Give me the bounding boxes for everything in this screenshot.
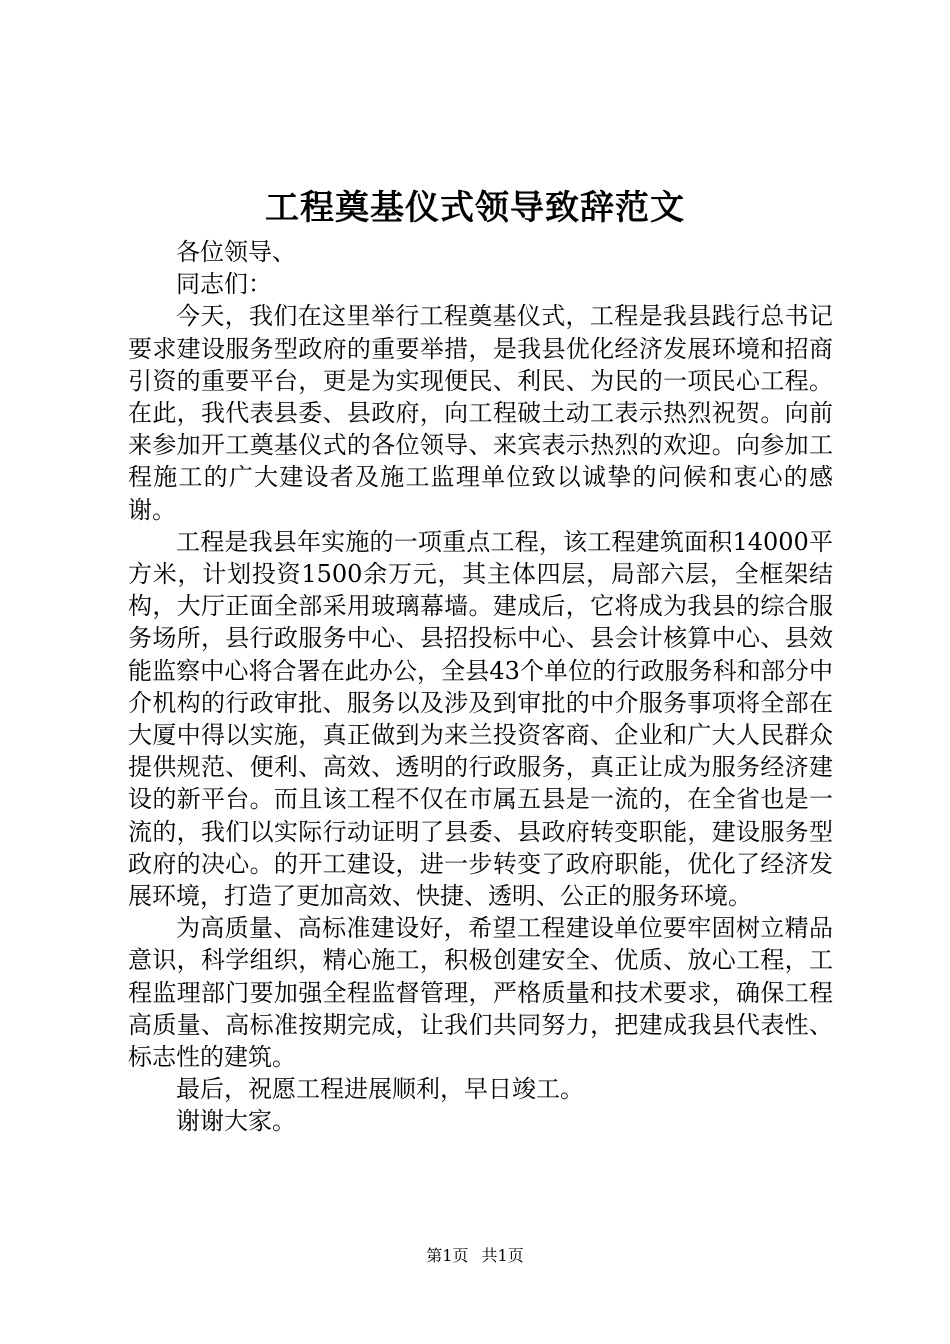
page-number-total: 共1页 <box>481 1246 524 1265</box>
document-title: 工程奠基仪式领导致辞范文 <box>265 188 685 228</box>
salutation-leaders: 各位领导、 <box>176 238 296 266</box>
paragraph-wishes: 最后，祝愿工程进展顺利，早日竣工。 <box>176 1075 584 1104</box>
paragraph-project-details: 工程是我县年实施的一项重点工程，该工程建筑面积14000平方米，计划投资1500余万元，其主体四层，局部六层，全框架结构，大厅正面全部采用玻璃幕墙。建成后，它将成为我县的综合服务场所，县行政服务中心、县招投标中心、县会计核算中心、县效能监察中心将合署在此办公，全县43个单位的行政服务科和部分中介机构的行政审批、服务以及涉及到审批的中介服务事项将全部在大厦中得以实施，真正做到为来兰投资客商、企业和广大人民群众提供规范、便利、高效、透明的行政服务，真正让成为服务经济建设的新平台。而且该工程不仅在市属五县是一流的，在全省也是一流的，我们以实际行动证明了县委、县政府转变职能，建设服务型政府的决心。的开工建设，进一步转变了政府职能，优化了经济发展环境，打造了更加高效、快捷、透明、公正的服务环境。 <box>128 527 833 911</box>
page-number-current: 第1页 <box>426 1246 469 1265</box>
salutation-comrades: 同志们： <box>176 270 272 299</box>
paragraph-expectations: 为高质量、高标准建设好，希望工程建设单位要牢固树立精品意识，科学组织，精心施工，积极创建安全、优质、放心工程，工程监理部门要加强全程监督管理，严格质量和技术要求，确保工程高质量、高标准按期完成，让我们共同努力，把建成我县代表性、标志性的建筑。 <box>128 914 833 1072</box>
document-body <box>128 236 833 1138</box>
paragraph-thanks: 谢谢大家。 <box>176 1107 296 1136</box>
paragraph-opening: 今天，我们在这里举行工程奠基仪式，工程是我县践行总书记要求建设服务型政府的重要举措，是我县优化经济发展环境和招商引资的重要平台，更是为实现便民、利民、为民的一项民心工程。在此，我代表县委、县政府，向工程破土动工表示热烈祝贺。向前来参加开工奠基仪式的各位领导、来宾表示热烈的欢迎。向参加工程施工的广大建设者及施工监理单位致以诚挚的问候和衷心的感谢。 <box>128 302 833 524</box>
page-footer <box>0 1244 950 1268</box>
